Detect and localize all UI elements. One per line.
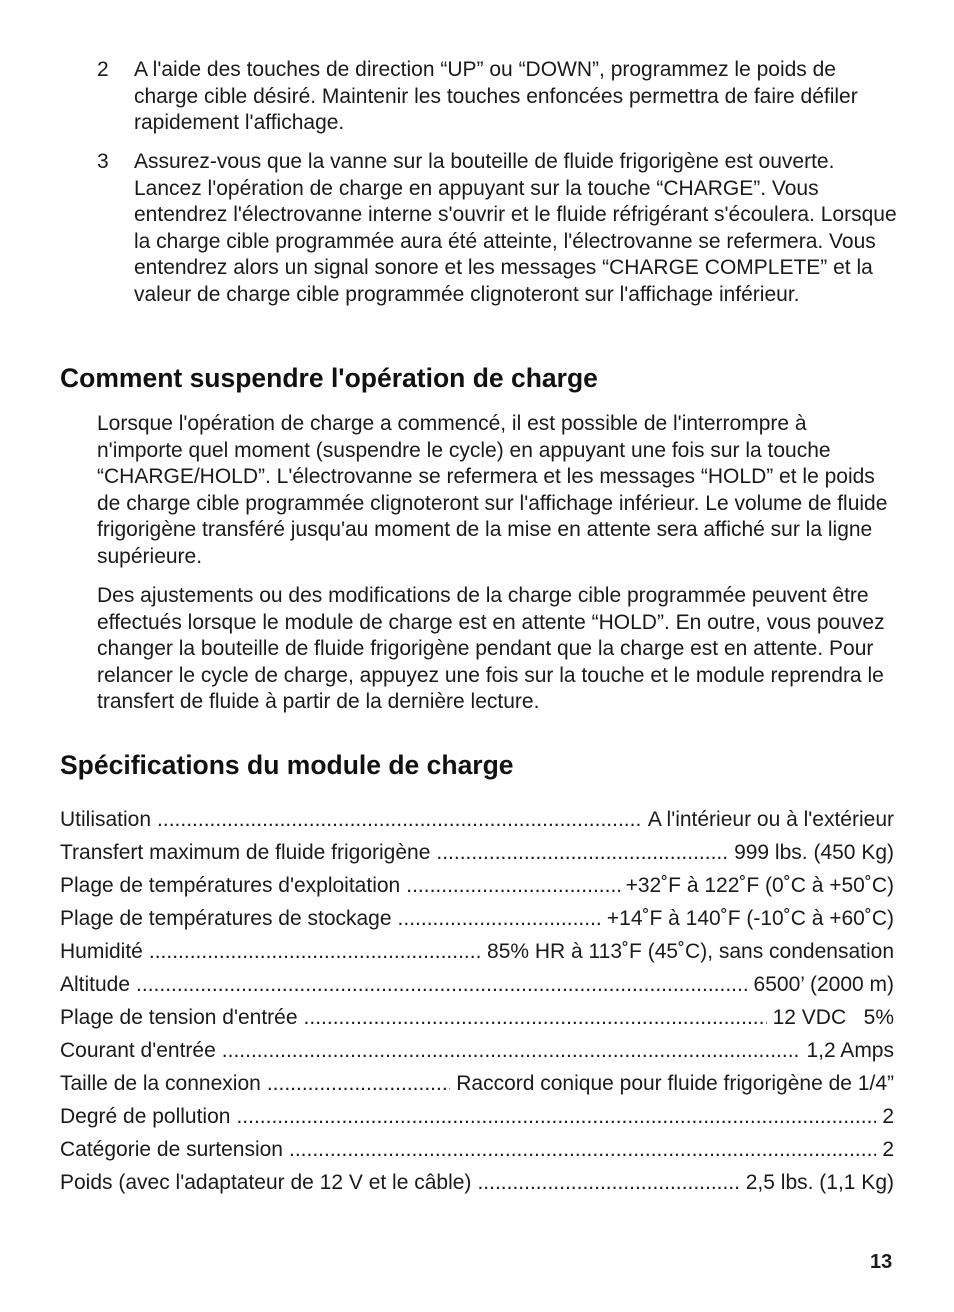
dot-leader	[398, 906, 601, 932]
step-text: A l'aide des touches de direction “UP” ou “DOWN”, programmez le poids de charge cible désiré. Maintenir les touches enfoncées permettra de faire défiler rapidement l'affichage.	[134, 58, 858, 134]
spec-row-humidite	[60, 939, 894, 972]
spec-row-connexion	[60, 1071, 894, 1104]
spec-value: 2	[882, 1105, 894, 1128]
spec-label: Utilisation	[60, 808, 152, 831]
dot-leader	[267, 1071, 450, 1097]
spec-row-pollution	[60, 1104, 894, 1137]
spec-value: Raccord conique pour fluide frigorigène de 1/4”	[456, 1072, 894, 1095]
spec-value: 6500’ (2000 m)	[753, 973, 894, 996]
dot-leader	[157, 807, 642, 833]
dot-leader	[436, 840, 728, 866]
dot-leader	[406, 873, 619, 899]
step-text: Assurez-vous que la vanne sur la bouteille de fluide frigorigène est ouverte. Lancez l'opération de charge en appuyant sur la touche “CHARGE”. Vous entendrez l'électrovanne interne s'ouvrir et le fluide réfrigérant s'écoulera. Lorsque la charge cible programmée aura été atteinte, l'électrovanne se refermera. Vous entendrez alors un signal sonore et les messages “CHARGE COMPLETE” et la valeur de charge cible programmée clignoteront sur l'affichage inférieur.	[134, 150, 897, 306]
spec-row-tension	[60, 1005, 894, 1038]
spec-label: Plage de températures de stockage	[60, 907, 392, 930]
spec-label: Courant d'entrée	[60, 1039, 216, 1062]
dot-leader	[149, 939, 481, 965]
spec-value: 85% HR à 113˚F (45˚C), sans condensation	[487, 940, 894, 963]
page-number: 13	[870, 1251, 893, 1273]
section-heading-specs: Spécifications du module de charge	[60, 750, 514, 780]
spec-row-courant	[60, 1038, 894, 1071]
hold-paragraph-1: Lorsque l'opération de charge a commencé, il est possible de l'interrompre à n'importe quel moment (suspendre le cycle) en appuyant une fois sur la touche “CHARGE/HOLD”. L'électrovanne se refermera et les messages “HOLD” et le poids de charge cible programmée clignoteront sur l'affichage inférieur. Le volume de fluide frigorigène transféré jusqu'au moment de la mise en attente sera affiché sur la ligne supérieure.	[97, 412, 888, 568]
spec-row-temp-exploitation	[60, 873, 894, 906]
spec-label: Plage de tension d'entrée	[60, 1006, 298, 1029]
spec-row-temp-stockage	[60, 906, 894, 939]
step-2	[97, 57, 897, 137]
spec-value: 2	[882, 1138, 894, 1161]
step-number: 2	[97, 58, 109, 81]
spec-value: 12 VDC 5%	[772, 1006, 894, 1029]
spec-label: Humidité	[60, 940, 143, 963]
section-heading-hold: Comment suspendre l'opération de charge	[60, 363, 598, 393]
spec-label: Degré de pollution	[60, 1105, 231, 1128]
spec-label: Altitude	[60, 973, 131, 996]
dot-leader	[477, 1170, 739, 1196]
spec-value: 1,2 Amps	[806, 1039, 894, 1062]
spec-row-surtension	[60, 1137, 894, 1170]
dot-leader	[304, 1005, 767, 1031]
spec-value: A l'intérieur ou à l'extérieur	[647, 808, 894, 831]
spec-row-poids	[60, 1170, 894, 1203]
spec-label: Poids (avec l'adaptateur de 12 V et le câble)	[60, 1171, 472, 1194]
spec-label: Transfert maximum de fluide frigorigène	[60, 841, 431, 864]
spec-value: 2,5 lbs. (1,1 Kg)	[745, 1171, 894, 1194]
spec-row-transfert	[60, 840, 894, 873]
spec-label: Catégorie de surtension	[60, 1138, 283, 1161]
dot-leader	[289, 1137, 876, 1163]
spec-value: 999 lbs. (450 Kg)	[734, 841, 894, 864]
dot-leader	[136, 972, 747, 998]
step-number: 3	[97, 150, 109, 173]
step-3	[97, 149, 897, 308]
spec-label: Plage de températures d'exploitation	[60, 874, 401, 897]
dot-leader	[222, 1038, 801, 1064]
spec-value: +14˚F à 140˚F (-10˚C à +60˚C)	[606, 907, 894, 930]
dot-leader	[236, 1104, 876, 1130]
spec-row-utilisation	[60, 807, 894, 840]
hold-paragraph-2: Des ajustements ou des modifications de la charge cible programmée peuvent être effectués lorsque le module de charge est en attente “HOLD”. En outre, vous pouvez changer la bouteille de fluide frigorigène pendant que la charge est en attente. Pour relancer le cycle de charge, appuyez une fois sur la touche et le module reprendra le transfert de fluide à partir de la dernière lecture.	[97, 584, 885, 713]
spec-row-altitude	[60, 972, 894, 1005]
specifications-list	[60, 807, 894, 1203]
spec-value: +32˚F à 122˚F (0˚C à +50˚C)	[625, 874, 894, 897]
spec-label: Taille de la connexion	[60, 1072, 261, 1095]
